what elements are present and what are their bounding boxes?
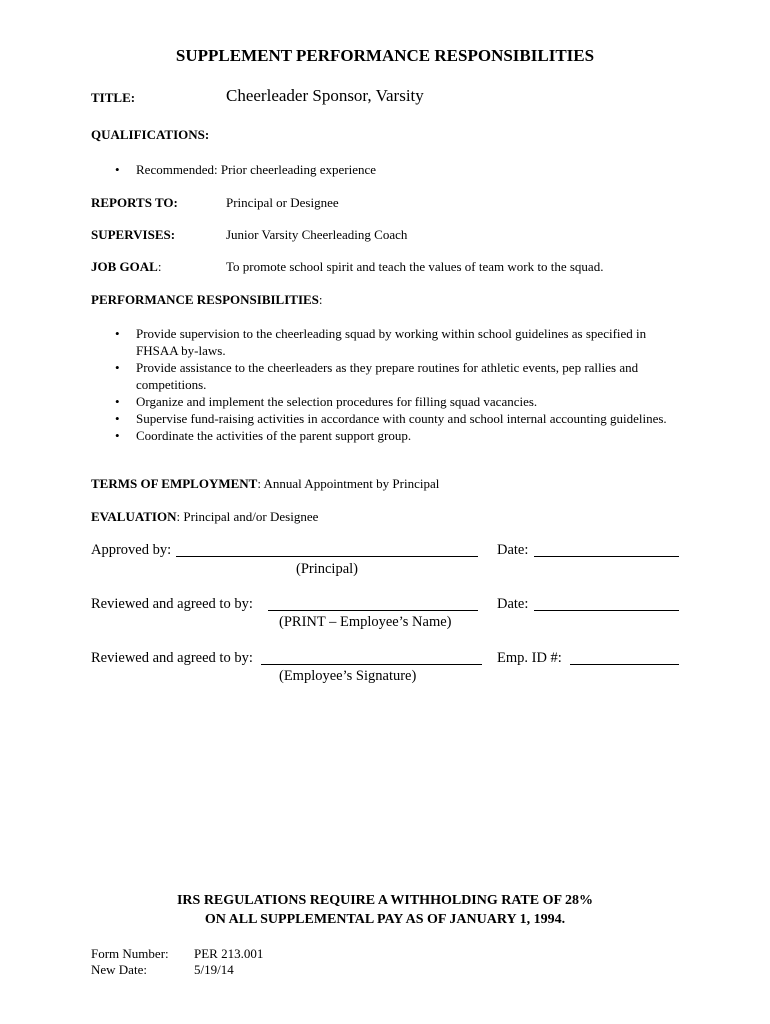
list-item: • Coordinate the activities of the parent support group. (91, 427, 691, 444)
performance-list (91, 325, 691, 444)
employee-print-name-line[interactable] (268, 610, 478, 611)
qualifications-label: QUALIFICATIONS: (91, 127, 210, 142)
irs-notice-line-2: ON ALL SUPPLEMENTAL PAY AS OF JANUARY 1, 1994. (204, 912, 566, 927)
list-item: • Provide assistance to the cheerleaders as they prepare routines for athletic events, pep rallies and competitions. (91, 359, 691, 393)
reviewed-label: Reviewed and agreed to by: (91, 596, 253, 612)
qualifications-list (91, 161, 691, 178)
new-date-label: New Date: (91, 962, 147, 977)
job-goal-value: To promote school spirit and teach the values of team work to the squad. (226, 259, 604, 274)
evaluation: EVALUATION: Principal and/or Designee (91, 509, 319, 524)
list-item: • Provide supervision to the cheerleading squad by working within school guidelines as specified in FHSAA by-laws. (91, 325, 691, 359)
performance-label: PERFORMANCE RESPONSIBILITIES: (91, 292, 323, 307)
form-number-value: PER 213.001 (194, 946, 264, 961)
form-number-label: Form Number: (91, 946, 169, 961)
title-value: Cheerleader Sponsor, Varsity (226, 86, 424, 105)
terms-of-employment: TERMS OF EMPLOYMENT: Annual Appointment by Principal (91, 476, 440, 491)
supervises-label: SUPERVISES: (91, 227, 176, 242)
principal-signature-line[interactable] (176, 556, 478, 557)
reviewed-date-line[interactable] (534, 610, 679, 611)
irs-notice-line-1: IRS REGULATIONS REQUIRE A WITHHOLDING RATE OF 28% (176, 893, 594, 908)
supervises-value: Junior Varsity Cheerleading Coach (226, 227, 408, 242)
approved-date-line[interactable] (534, 556, 679, 557)
job-goal-label: JOB GOAL: (91, 259, 162, 274)
reports-to-value: Principal or Designee (226, 195, 339, 210)
title-label: TITLE: (91, 90, 136, 105)
approved-by-label: Approved by: (91, 542, 172, 558)
date-label: Date: (497, 542, 529, 558)
principal-caption: (Principal) (295, 561, 358, 577)
emp-id-label: Emp. ID #: (497, 650, 562, 666)
list-item: • Recommended: Prior cheerleading experience (91, 161, 691, 178)
list-item: • Organize and implement the selection procedures for filling squad vacancies. (91, 393, 691, 410)
page-title: SUPPLEMENT PERFORMANCE RESPONSIBILITIES (175, 46, 595, 65)
employee-signature-line[interactable] (261, 664, 482, 665)
date-label: Date: (497, 596, 529, 612)
list-item: • Supervise fund-raising activities in accordance with county and school internal accounting guidelines. (91, 410, 691, 427)
emp-id-line[interactable] (570, 664, 679, 665)
print-name-caption: (PRINT – Employee’s Name) (279, 614, 452, 630)
reports-to-label: REPORTS TO: (91, 195, 178, 210)
signature-caption: (Employee’s Signature) (279, 668, 417, 684)
reviewed-label: Reviewed and agreed to by: (91, 650, 253, 666)
new-date-value: 5/19/14 (194, 962, 234, 977)
